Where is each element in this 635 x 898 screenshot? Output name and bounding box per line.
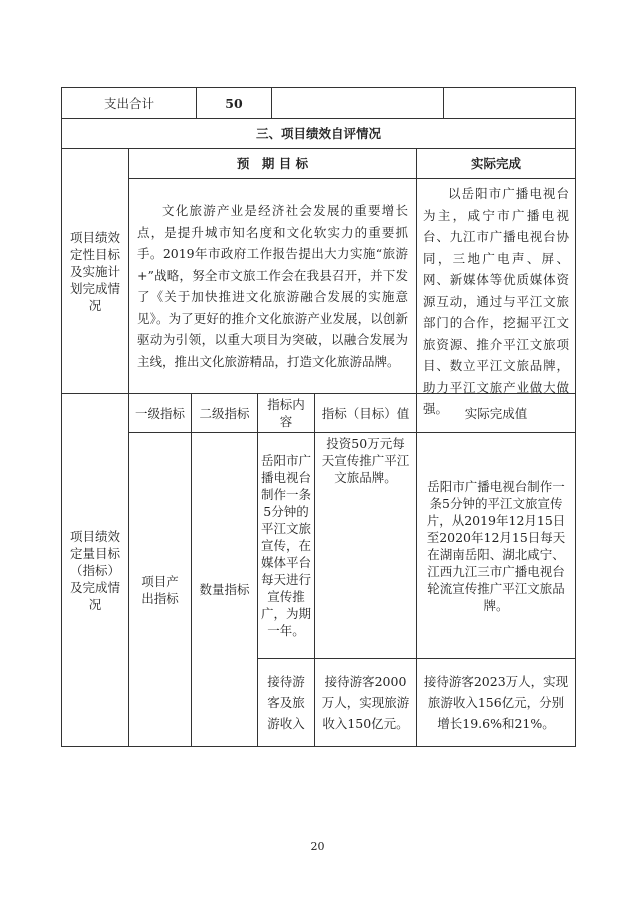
header-actual: 实际完成值 xyxy=(416,393,576,433)
table-row-target: 接待游客2000万人，实现旅游收入150亿元。 xyxy=(314,658,417,747)
header-target: 指标（目标）值 xyxy=(314,393,417,433)
quantitative-row-label: 项目绩效定量目标（指标）及完成情况 xyxy=(61,393,129,747)
expected-goal-paragraph: 文化旅游产业是经济社会发展的重要增长点，是提升城市知名度和文化软实力的重要抓手。2019年市政府工作报告提出大力实施“旅游+”战略，努全市文旅工作会在我县召开，并下发了《关于加快推进文化旅游融合发展的实施意见》。为了更好的推介文化旅游产业发展，以创新驱动为引领，以重大项目为突破，以融合发展为主线，推出文化旅游精品，打造文化旅游品牌。 xyxy=(137,203,408,369)
expense-total-value: 50 xyxy=(196,87,272,119)
qualitative-row-label: 项目绩效定性目标及实施计划完成情况 xyxy=(61,148,129,394)
table-row-target: 投资50万元每天宣传推广平江文旅品牌。 xyxy=(314,432,417,659)
table-row-content: 岳阳市广播电视台制作一条5分钟的平江文旅宣传，在媒体平台每天进行宣传推广，为期一年。 xyxy=(257,432,315,659)
table-row-content: 接待游客及旅游收入 xyxy=(257,658,315,747)
level2-indicator: 数量指标 xyxy=(191,432,258,747)
section-title: 三、项目绩效自评情况 xyxy=(61,118,576,149)
expected-goal-text xyxy=(128,178,417,394)
level1-indicator: 项目产出指标 xyxy=(128,432,192,747)
actual-completion-paragraph: 以岳阳市广播电视台为主，咸宁市广播电视台、九江市广播电视台协同，三地广电声、屏、网、新媒体等优质媒体资源互动，通过与平江文旅部门的合作，挖掘平江文旅资源、推介平江文旅项目、数立平江文旅品牌，助力平江文旅产业做大做强。 xyxy=(423,186,569,416)
expected-goal-header: 预 期 目 标 xyxy=(128,148,417,179)
actual-completion-header: 实际完成 xyxy=(416,148,576,179)
empty-cell xyxy=(271,87,444,119)
page-number: 20 xyxy=(310,840,325,853)
table-row-actual: 接待游客2023万人，实现旅游收入156亿元，分别增长19.6%和21%。 xyxy=(416,658,576,747)
header-level1: 一级指标 xyxy=(128,393,192,433)
header-level2: 二级指标 xyxy=(191,393,258,433)
table-row-actual: 岳阳市广播电视台制作一条5分钟的平江文旅宣传片，从2019年12月15日至2020年12月15日每天在湖南岳阳、湖北咸宁、江西九江三市广播电视台轮流宣传推广平江文旅品牌。 xyxy=(416,432,576,659)
empty-cell xyxy=(443,87,576,119)
expense-total-label: 支出合计 xyxy=(61,87,197,119)
header-content: 指标内容 xyxy=(257,393,315,433)
